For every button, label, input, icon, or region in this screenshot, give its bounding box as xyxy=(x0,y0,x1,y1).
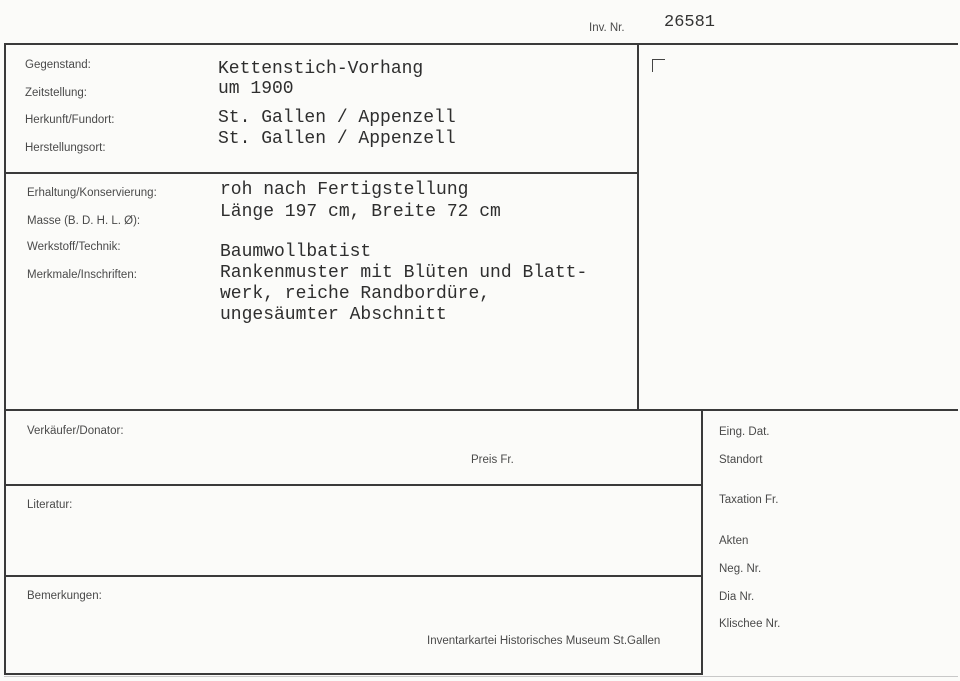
label-akten: Akten xyxy=(719,535,749,547)
value-werkstoff: Baumwollbatist xyxy=(220,242,372,262)
value-masse: Länge 197 cm, Breite 72 cm xyxy=(220,202,501,222)
label-eing-dat: Eing. Dat. xyxy=(719,426,770,438)
value-erhaltung: roh nach Fertigstellung xyxy=(220,180,469,200)
value-merkmale-line2: werk, reiche Randbordüre, xyxy=(220,284,491,304)
lower-middle-rule xyxy=(701,409,703,675)
value-herkunft: St. Gallen / Appenzell xyxy=(218,108,456,128)
inv-number-value: 26581 xyxy=(664,13,716,32)
mid-rule xyxy=(4,409,958,411)
value-zeitstellung: um 1900 xyxy=(218,79,294,99)
bottom-rule xyxy=(4,673,703,675)
seller-divider xyxy=(4,484,703,486)
label-klischee-nr: Klischee Nr. xyxy=(719,618,781,630)
section-divider xyxy=(4,172,639,174)
label-neg-nr: Neg. Nr. xyxy=(719,563,762,575)
label-dia-nr: Dia Nr. xyxy=(719,591,755,603)
label-taxation: Taxation Fr. xyxy=(719,494,779,506)
value-merkmale-line3: ungesäumter Abschnitt xyxy=(220,305,447,325)
label-herkunft: Herkunft/Fundort: xyxy=(25,114,115,126)
left-rule-lower xyxy=(4,409,6,675)
label-literatur: Literatur: xyxy=(27,499,73,511)
corner-mark-icon xyxy=(652,59,665,72)
label-preis: Preis Fr. xyxy=(471,454,514,466)
label-standort: Standort xyxy=(719,454,763,466)
label-merkmale: Merkmale/Inschriften: xyxy=(27,269,137,281)
value-merkmale-line1: Rankenmuster mit Blüten und Blatt- xyxy=(220,263,588,283)
top-rule xyxy=(4,43,958,45)
card-bottom-edge xyxy=(4,676,958,677)
label-verkaeufer: Verkäufer/Donator: xyxy=(27,425,124,437)
label-gegenstand: Gegenstand: xyxy=(25,59,91,71)
label-zeitstellung: Zeitstellung: xyxy=(25,87,88,99)
middle-rule xyxy=(637,43,639,411)
value-gegenstand: Kettenstich-Vorhang xyxy=(218,59,424,79)
inv-number-label: Inv. Nr. xyxy=(589,22,625,34)
left-rule-upper xyxy=(4,43,6,411)
card-footer-text: Inventarkartei Historisches Museum St.Gallen xyxy=(427,635,661,647)
literature-divider xyxy=(4,575,703,577)
label-bemerkungen: Bemerkungen: xyxy=(27,590,102,602)
label-masse: Masse (B. D. H. L. Ø): xyxy=(27,215,141,227)
label-erhaltung: Erhaltung/Konservierung: xyxy=(27,187,157,199)
value-herstellungsort: St. Gallen / Appenzell xyxy=(218,129,456,149)
label-werkstoff: Werkstoff/Technik: xyxy=(27,241,121,253)
label-herstellungsort: Herstellungsort: xyxy=(25,142,106,154)
